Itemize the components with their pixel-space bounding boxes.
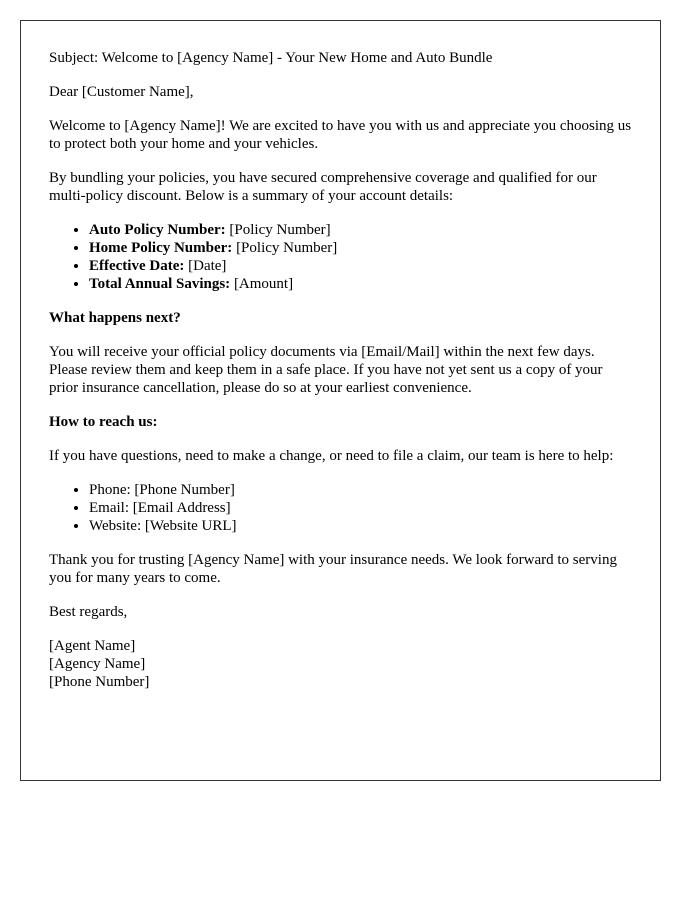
- detail-label: Total Annual Savings:: [89, 276, 231, 292]
- letter: [20, 20, 661, 781]
- signature-line: [Agency Name]: [49, 656, 146, 672]
- bundle-paragraph: By bundling your policies, you have secured comprehensive coverage and qualified for our multi-policy discount. Below is a summary of your account details:: [49, 170, 597, 204]
- signature-line: [Agent Name]: [49, 638, 136, 654]
- detail-value: [Policy Number]: [232, 240, 338, 256]
- account-details-list: [49, 221, 632, 293]
- detail-label: Effective Date:: [89, 258, 185, 274]
- detail-value: [Amount]: [230, 276, 294, 292]
- signature-line: [Phone Number]: [49, 674, 150, 690]
- greeting: Dear [Customer Name],: [49, 84, 194, 100]
- intro-paragraph: Welcome to [Agency Name]! We are excited to have you with us and appreciate you choosing us to protect both your home and your vehicles.: [49, 118, 632, 152]
- detail-item: [89, 275, 632, 293]
- detail-value: [Policy Number]: [225, 222, 331, 238]
- next-heading: What happens next?: [49, 310, 181, 326]
- thanks-paragraph: Thank you for trusting [Agency Name] with your insurance needs. We look forward to serving you for many years to come.: [49, 552, 617, 586]
- detail-item: [89, 239, 632, 257]
- reach-paragraph: If you have questions, need to make a change, or need to file a claim, our team is here to help:: [49, 448, 614, 464]
- closing: Best regards,: [49, 604, 128, 620]
- contact-item: • Website: [Website URL]: [89, 517, 632, 535]
- reach-heading: How to reach us:: [49, 414, 158, 430]
- contact-item: • Email: [Email Address]: [89, 499, 632, 517]
- detail-item: [89, 221, 632, 239]
- signature-block: [49, 637, 632, 691]
- contact-item: • Phone: [Phone Number]: [89, 481, 632, 499]
- detail-value: [Date]: [184, 258, 227, 274]
- subject-line: Subject: Welcome to [Agency Name] - Your New Home and Auto Bundle: [49, 50, 493, 66]
- next-paragraph: You will receive your official policy documents via [Email/Mail] within the next few days. Please review them and keep them in a safe place. If you have not yet sent us a copy of your prior insurance cancellation, please do so at your earliest convenience.: [49, 344, 603, 396]
- detail-label: Auto Policy Number:: [89, 222, 226, 238]
- detail-item: [89, 257, 632, 275]
- detail-label: Home Policy Number:: [89, 240, 233, 256]
- contact-list: [49, 481, 632, 535]
